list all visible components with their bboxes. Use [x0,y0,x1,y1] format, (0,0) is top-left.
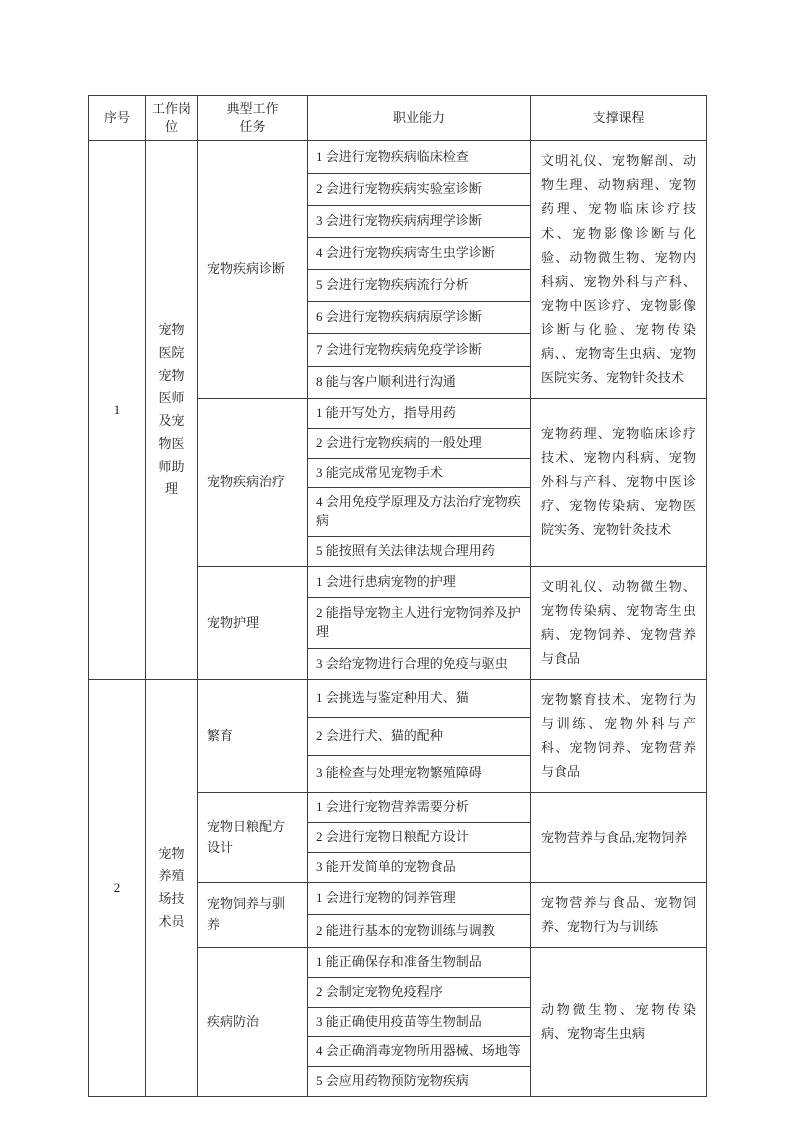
ability-cell [308,173,531,205]
ability-cell-text: 2 会进行宠物疾病实验室诊断 [316,180,482,196]
courses-cell [531,141,707,398]
task-cell-text: 繁育 [207,727,234,743]
ability-cell-text: 3 会给宠物进行合理的免疫与驱虫 [316,655,508,671]
courses-cell [531,398,707,566]
ability-cell [308,823,531,853]
courses-cell-text: 宠物药理、宠物临床诊疗技术、宠物内科病、宠物外科与产科、宠物中医诊疗、宠物传染病、宠物医院实务、宠物针灸技术 [541,426,696,538]
ability-cell [308,488,531,537]
task-cell [198,680,308,793]
ability-cell [308,977,531,1007]
task-cell-text: 宠物饲养与驯养 [207,896,286,932]
ability-cell [308,947,531,977]
position-cell [146,141,198,680]
task-cell-text: 疾病防治 [207,1013,260,1029]
ability-cell [308,458,531,488]
courses-cell [531,947,707,1096]
ability-cell [308,882,531,915]
courses-cell [531,566,707,679]
ability-cell-text: 3 能正确使用疫苗等生物制品 [316,1013,482,1029]
ability-cell-text: 5 能按照有关法律法规合理用药 [316,543,495,559]
ability-cell [308,566,531,597]
ability-cell [308,717,531,755]
courses-cell-text: 宠物营养与食品,宠物饲养 [541,829,688,845]
table-row [89,141,707,173]
courses-cell [531,793,707,883]
ability-cell-text: 2 会进行犬、猫的配种 [316,727,443,743]
courses-cell-text: 文明礼仪、动物微生物、宠物传染病、宠物寄生虫病、宠物饲养、宠物营养与食品 [541,578,696,667]
ability-cell [308,237,531,269]
ability-cell-text: 1 会进行患病宠物的护理 [316,573,456,589]
courses-cell [531,680,707,793]
ability-cell [308,398,531,428]
task-cell [198,947,308,1096]
task-cell-text: 宠物日粮配方设计 [207,818,286,855]
ability-cell-text: 1 能正确保存和准备生物制品 [316,953,482,969]
table-body [89,141,707,1097]
ability-cell-text: 1 会进行宠物的饲养管理 [316,890,456,906]
task-cell [198,398,308,566]
header-cell-0 [89,96,146,141]
header-cell-4 [531,96,707,141]
ability-cell [308,680,531,718]
task-cell-text: 宠物疾病治疗 [207,473,286,489]
ability-cell-text: 1 会挑选与鉴定种用犬、猫 [316,690,469,706]
task-cell-text: 宠物护理 [207,614,260,630]
ability-cell [308,793,531,823]
header-label: 职业能力 [392,110,445,126]
ability-cell-text: 2 能指导宠物主人进行宠物饲养及护理 [316,605,521,639]
job-competency-table [88,95,707,1097]
ability-cell-text: 5 会进行宠物疾病流行分析 [316,277,469,293]
ability-cell-text: 3 能检查与处理宠物繁殖障碍 [316,765,482,781]
ability-cell [308,366,531,398]
task-cell [198,882,308,947]
header-cell-2 [198,96,308,141]
task-cell [198,793,308,883]
ability-cell [308,270,531,302]
ability-cell [308,334,531,366]
courses-cell [531,882,707,947]
ability-cell-text: 2 能进行基本的宠物训练与调教 [316,922,495,938]
header-label: 序号 [103,110,130,126]
ability-cell [308,302,531,334]
header-label: 工作岗位 [151,101,191,135]
ability-cell [308,852,531,882]
ability-cell [308,205,531,237]
ability-cell-text: 2 会制定宠物免疫程序 [316,983,443,999]
ability-cell-text: 2 会进行宠物日粮配方设计 [316,829,469,845]
ability-cell [308,1007,531,1037]
ability-cell [308,428,531,458]
index-cell-text: 1 [113,402,121,418]
header-cell-3 [308,96,531,141]
ability-cell-text: 7 会进行宠物疾病免疫学诊断 [316,341,482,357]
ability-cell-text: 4 会正确消毒宠物所用器械、场地等 [316,1043,521,1059]
ability-cell-text: 1 会进行宠物营养需要分析 [316,799,469,815]
ability-cell-text: 3 能完成常见宠物手术 [316,464,443,480]
header-cell-1 [146,96,198,141]
ability-cell-text: 4 会进行宠物疾病寄生虫学诊断 [316,245,495,261]
ability-cell [308,537,531,567]
position-cell [146,680,198,1097]
header-label: 典型工作任务 [226,101,279,135]
ability-cell-text: 5 会应用药物预防宠物疾病 [316,1073,469,1089]
task-cell-text: 宠物疾病诊断 [207,261,286,277]
position-cell-text: 宠物养殖场技术员 [158,845,185,929]
task-cell [198,141,308,398]
ability-cell-text: 3 能开发简单的宠物食品 [316,858,456,874]
position-cell-text: 宠物医院宠物医师及宠物医师助理 [158,322,185,497]
index-cell [89,141,146,680]
ability-cell-text: 6 会进行宠物疾病病原学诊断 [316,309,482,325]
courses-cell-text: 动物微生物、宠物传染病、宠物寄生虫病 [541,1001,696,1042]
index-cell [89,680,146,1097]
ability-cell-text: 1 会进行宠物疾病临床检查 [316,148,469,164]
table-header-row [89,96,707,141]
ability-cell-text: 2 会进行宠物疾病的一般处理 [316,434,482,450]
ability-cell-text: 8 能与客户顺利进行沟通 [316,373,456,389]
table-row [89,680,707,718]
courses-cell-text: 宠物繁育技术、宠物行为与训练、宠物外科与产科、宠物饲养、宠物营养与食品 [541,692,696,780]
ability-cell [308,141,531,173]
ability-cell [308,598,531,649]
courses-cell-text: 宠物营养与食品、宠物饲养、宠物行为与训练 [541,894,696,934]
ability-cell [308,755,531,793]
task-cell [198,566,308,679]
header-label: 支撑课程 [592,110,645,126]
ability-cell [308,915,531,948]
ability-cell [308,1067,531,1097]
courses-cell-text: 文明礼仪、宠物解剖、动物生理、动物病理、宠物药理、宠物临床诊疗技术、宠物影像诊断与化验、动物微生物、宠物内科病、宠物外科与产科、宠物中医诊疗、宠物影像诊断与化验、宠物传染病、、宠物寄生虫病、宠物医院实务、宠物针灸技术 [541,153,696,385]
ability-cell-text: 4 会用免疫学原理及方法治疗宠物疾病 [316,494,521,529]
ability-cell-text: 1 能开写处方，指导用药 [316,404,456,420]
ability-cell [308,648,531,679]
ability-cell-text: 3 会进行宠物疾病病理学诊断 [316,212,482,228]
ability-cell [308,1037,531,1067]
index-cell-text: 2 [113,880,121,896]
